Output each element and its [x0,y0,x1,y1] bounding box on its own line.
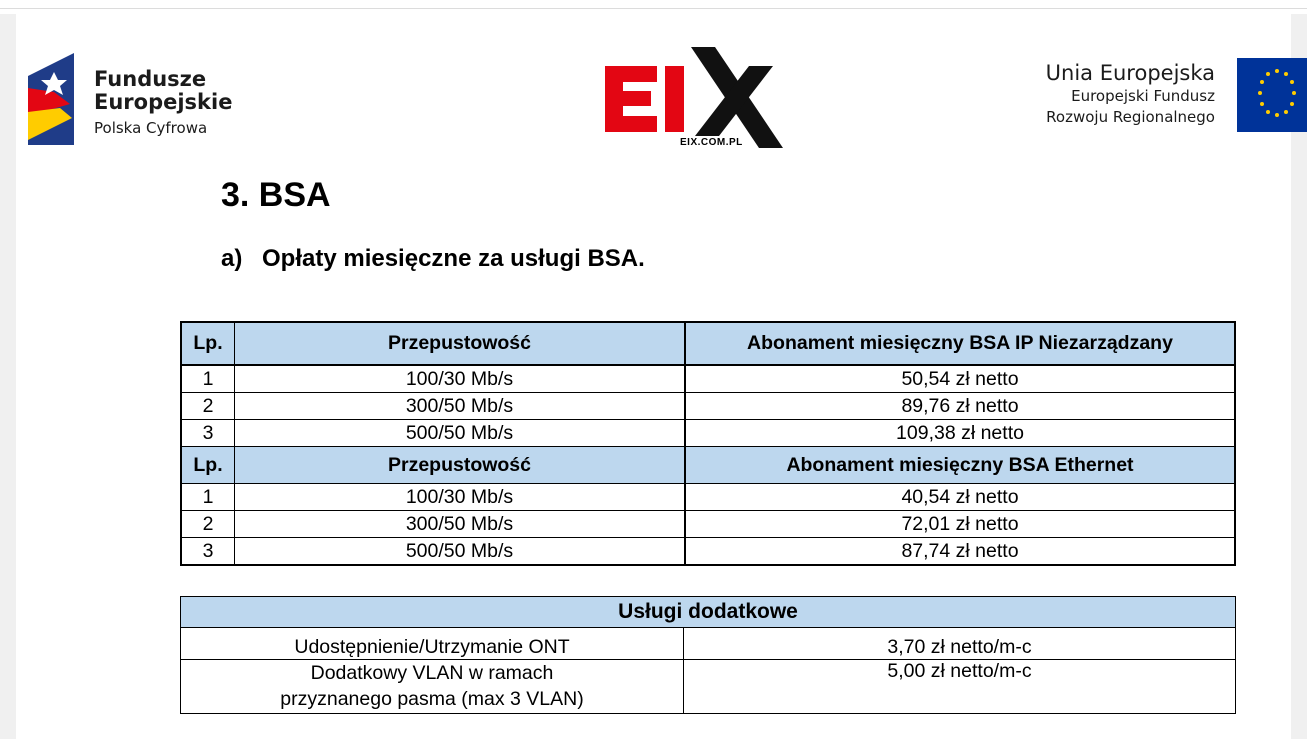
cell-service-line2: przyznanego pasma (max 3 VLAN) [280,688,584,710]
col-bandwidth-header: Przepustowość [235,322,686,365]
table-row [181,628,1236,660]
eix-logo [603,44,788,154]
cell-price: 109,38 zł netto [685,420,1235,447]
table-row [181,393,1235,420]
cell-bandwidth: 300/50 Mb/s [235,393,686,420]
col-lp-header: Lp. [181,447,235,484]
table-row [181,365,1235,393]
cell-lp: 3 [181,420,235,447]
col-ip-fee-header: Abonament miesięczny BSA IP Niezarządzany [685,322,1235,365]
cell-price: 5,00 zł netto/m-c [684,660,1236,714]
bsa-ip-header-row [181,322,1235,365]
cell-lp: 2 [181,511,235,538]
cell-bandwidth: 500/50 Mb/s [235,538,686,566]
extras-title: Usługi dodatkowe [181,597,1236,628]
cell-lp: 3 [181,538,235,566]
subsection-title: Opłaty miesięczne za usługi BSA. [262,245,645,272]
cell-bandwidth: 300/50 Mb/s [235,511,686,538]
eu-flag-icon [1237,58,1307,132]
cell-bandwidth: 100/30 Mb/s [235,365,686,393]
fundusze-europejskie-logo [24,50,254,150]
cell-service: Udostępnienie/Utrzymanie ONT [181,628,684,660]
extras-table [180,596,1236,714]
fundusze-line2: Europejskie [94,90,233,114]
cell-price: 50,54 zł netto [685,365,1235,393]
ue-line3: Rozwoju Regionalnego [1046,108,1215,126]
cell-price: 40,54 zł netto [685,484,1235,511]
table-row [181,538,1235,566]
extras-header-row [181,597,1236,628]
table-row [181,484,1235,511]
subsection-marker: a) [221,245,243,272]
table-row [181,420,1235,447]
cell-bandwidth: 100/30 Mb/s [235,484,686,511]
table-row [181,511,1235,538]
cell-bandwidth: 500/50 Mb/s [235,420,686,447]
left-page-margin [0,14,16,739]
cell-lp: 1 [181,365,235,393]
cell-price: 72,01 zł netto [685,511,1235,538]
cell-lp: 2 [181,393,235,420]
unia-europejska-logo [1000,56,1307,146]
fundusze-line1: Fundusze [94,67,207,91]
cell-service [181,660,684,714]
top-divider [0,8,1307,9]
eix-domain: EIX.COM.PL [680,137,743,148]
col-ethernet-fee-header: Abonament miesięczny BSA Ethernet [685,447,1235,484]
ue-title: Unia Europejska [1045,61,1215,85]
subsection-heading [221,245,645,273]
bsa-pricing-table [180,321,1236,566]
cell-service-line1: Dodatkowy VLAN w ramach [310,662,554,684]
fundusze-star-icon [24,50,84,150]
col-bandwidth-header: Przepustowość [235,447,686,484]
ue-line2: Europejski Fundusz [1071,87,1215,105]
col-lp-header: Lp. [181,322,235,365]
cell-price: 3,70 zł netto/m-c [684,628,1236,660]
cell-price: 89,76 zł netto [685,393,1235,420]
bsa-ethernet-header-row [181,447,1235,484]
section-heading: 3. BSA [221,176,331,214]
cell-price: 87,74 zł netto [685,538,1235,566]
fundusze-line3: Polska Cyfrowa [94,119,208,137]
table-row [181,660,1236,714]
cell-lp: 1 [181,484,235,511]
